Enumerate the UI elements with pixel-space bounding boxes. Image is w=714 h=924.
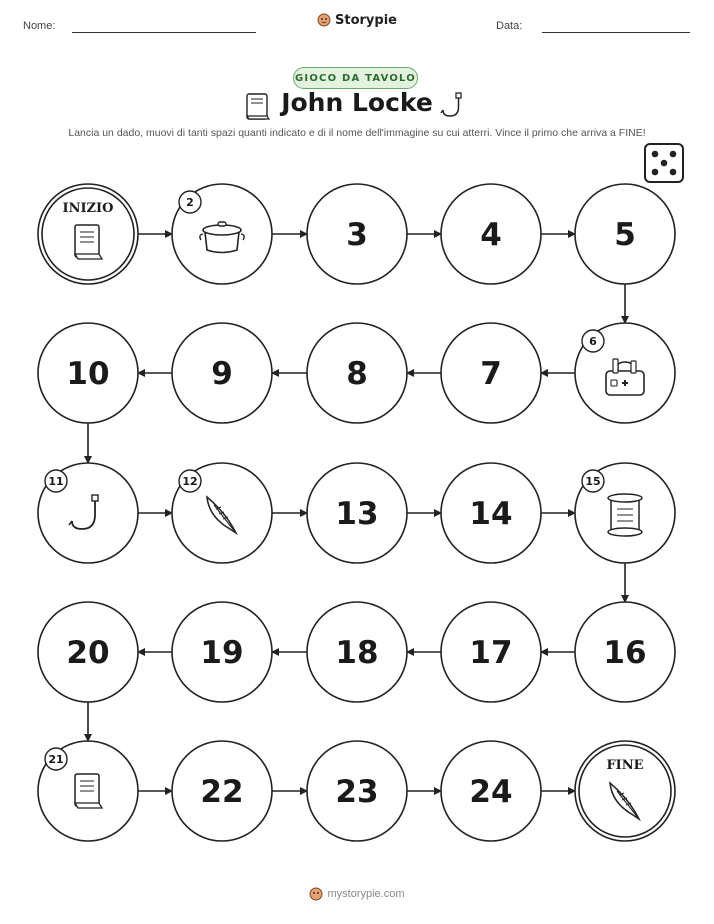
space-number: 19 bbox=[200, 635, 244, 671]
board-space bbox=[575, 602, 675, 702]
space-number: 17 bbox=[469, 635, 513, 671]
board-space bbox=[307, 463, 407, 563]
board-space bbox=[575, 323, 675, 423]
space-number: 23 bbox=[335, 774, 379, 810]
board-space bbox=[441, 602, 541, 702]
scroll-icon bbox=[608, 494, 642, 536]
brand-name: Storypie bbox=[335, 12, 397, 28]
board-space bbox=[172, 602, 272, 702]
space-number: 2 bbox=[186, 196, 194, 209]
board-space bbox=[172, 741, 272, 841]
space-number: 12 bbox=[182, 475, 198, 488]
space-number: 15 bbox=[585, 475, 601, 488]
board-space bbox=[38, 323, 138, 423]
space-number: 24 bbox=[469, 774, 513, 810]
book-icon bbox=[75, 225, 102, 259]
space-number: 4 bbox=[480, 217, 502, 253]
space-number: 7 bbox=[480, 356, 502, 392]
board-space bbox=[307, 184, 407, 284]
board-space bbox=[172, 463, 272, 563]
board-space bbox=[307, 602, 407, 702]
finish-label: FINE bbox=[606, 758, 644, 773]
space-number: 22 bbox=[200, 774, 244, 810]
footer-url[interactable]: mystorypie.com bbox=[327, 888, 405, 900]
board-space bbox=[441, 323, 541, 423]
space-number: 3 bbox=[346, 217, 368, 253]
board-space bbox=[575, 741, 675, 841]
board-space bbox=[38, 602, 138, 702]
board-space bbox=[172, 184, 272, 284]
space-number: 21 bbox=[48, 753, 64, 766]
footer bbox=[0, 886, 714, 905]
pot-icon bbox=[200, 222, 244, 253]
space-number: 8 bbox=[346, 356, 368, 392]
board-space bbox=[38, 184, 138, 284]
page-title: John Locke bbox=[281, 88, 433, 117]
space-number: 20 bbox=[66, 635, 110, 671]
board-space bbox=[172, 323, 272, 423]
start-label: INIZIO bbox=[62, 201, 114, 216]
board-space bbox=[575, 463, 675, 563]
space-number: 10 bbox=[66, 356, 110, 392]
space-number: 6 bbox=[589, 335, 597, 348]
space-number: 14 bbox=[469, 496, 513, 532]
space-number: 5 bbox=[614, 217, 636, 253]
board-space bbox=[441, 184, 541, 284]
space-number: 18 bbox=[335, 635, 379, 671]
board-space bbox=[38, 741, 138, 841]
space-number: 13 bbox=[335, 496, 379, 532]
board-space bbox=[307, 323, 407, 423]
game-type-badge: GIOCO DA TAVOLO bbox=[293, 67, 418, 89]
board-space bbox=[575, 184, 675, 284]
board-space bbox=[307, 741, 407, 841]
board-space bbox=[441, 741, 541, 841]
instructions: Lancia un dado, muovi di tanti spazi quanti indicato e di il nome dell'immagine su cui atterri. Vince il primo che arriva a FINE! bbox=[68, 127, 646, 139]
space-number: 16 bbox=[603, 635, 647, 671]
board-space bbox=[38, 463, 138, 563]
date-label: Data: bbox=[496, 20, 523, 32]
space-number: 9 bbox=[211, 356, 233, 392]
board-space bbox=[441, 463, 541, 563]
space-number: 11 bbox=[48, 475, 64, 488]
name-label: Nome: bbox=[23, 20, 56, 32]
space-circle bbox=[575, 741, 675, 841]
book-icon bbox=[75, 774, 102, 808]
storypie-logo-icon bbox=[309, 887, 323, 901]
